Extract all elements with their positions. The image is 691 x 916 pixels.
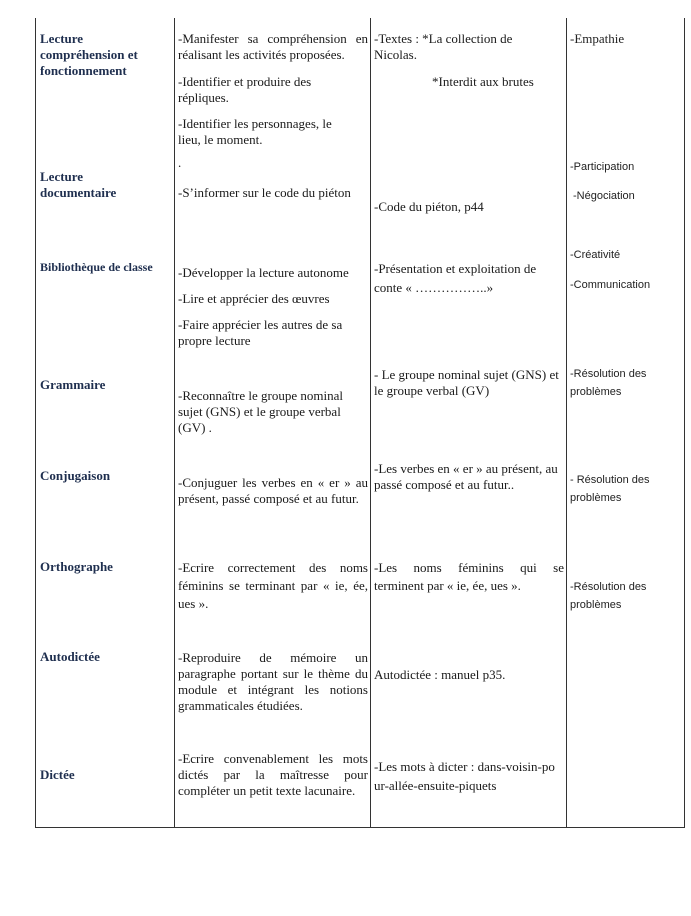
subject-heading: Grammaire [40,377,106,392]
subject-heading: Autodictée [40,649,100,664]
column-divider [566,18,567,828]
value-text: -Résolution des problèmes [570,581,647,611]
content-text: -Code du piéton, p44 [374,199,484,214]
content-text: -Les mots à dicter : dans-voisin-pour-allée-ensuite-piquets [374,759,555,793]
value-text: -Créativité [570,249,621,261]
content-text: -Présentation et exploitation de conte « ……………..» [374,261,537,295]
objective-text: . [178,155,182,170]
subject-heading: Orthographe [40,559,113,574]
subject-heading: Conjugaison [40,468,111,483]
objective-text: -Lire et apprécier des œuvres [178,291,330,306]
objective-text: -S’informer sur le code du piéton [178,185,351,200]
objective-text: -Conjuguer les verbes en « er » au présent, passé composé et au futur. [178,475,368,506]
column-divider [370,18,371,828]
value-text: -Communication [570,279,651,291]
objective-text: -Identifier et produire des répliques. [178,74,312,105]
objective-text: -Ecrire correctement des noms féminins se terminant par « ie, ée, ues ». [178,560,368,611]
value-text: -Participation [570,161,635,173]
subject-heading: Bibliothèque de classe [40,260,153,274]
value-text: - Résolution des problèmes [570,474,650,504]
subject-heading: Lecture compréhension et fonctionnement [40,31,138,78]
subject-heading: Lecture documentaire [40,169,117,200]
content-text: -Les verbes en « er » au présent, au passé composé et au futur.. [374,461,558,492]
content-text: Autodictée : manuel p35. [374,667,506,682]
column-divider [174,18,175,828]
content-text: -Textes : *La collection de Nicolas. [374,31,513,62]
content-text: - Le groupe nominal sujet (GNS) et le groupe verbal (GV) [374,367,559,398]
value-text: -Négociation [573,190,635,202]
content-text: -Les noms féminins qui se terminent par « ie, ée, ues ». [374,560,564,593]
value-text: -Empathie [570,31,625,46]
value-text: -Résolution des problèmes [570,368,647,398]
objective-text: -Développer la lecture autonome [178,265,349,280]
content-text: *Interdit aux brutes [432,74,534,89]
objective-text: -Manifester sa compréhension en réalisant les activités proposées. [178,31,368,62]
objective-text: -Faire apprécier les autres de sa propre lecture [178,317,343,348]
subject-heading: Dictée [40,767,75,782]
objective-text: -Reconnaître le groupe nominal sujet (GNS) et le groupe verbal (GV) . [178,388,343,435]
objective-text: -Ecrire convenablement les mots dictés par la maîtresse pour compléter un petit texte lacunaire. [178,751,368,798]
objective-text: -Reproduire de mémoire un paragraphe portant sur le thème du module et intégrant les notions grammaticales étudiées. [178,650,368,713]
objective-text: -Identifier les personnages, le lieu, le moment. [178,116,332,147]
